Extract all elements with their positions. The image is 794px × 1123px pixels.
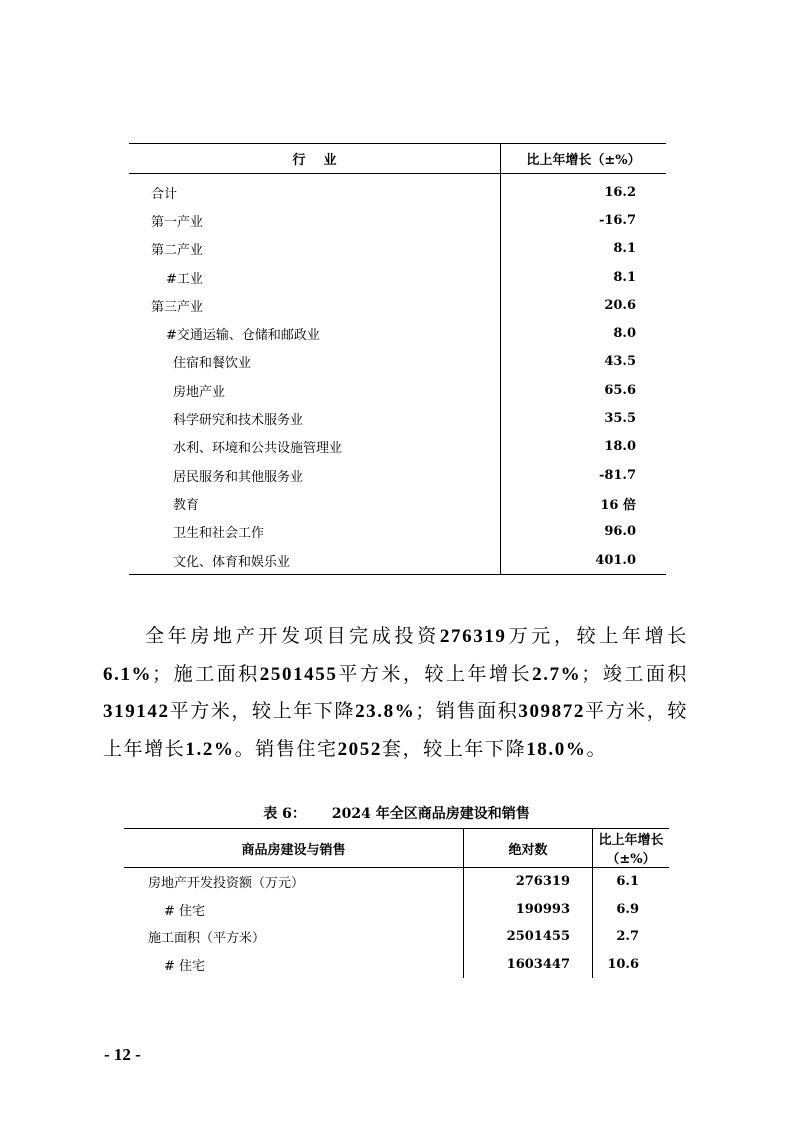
row-growth: 6.9 <box>593 896 670 924</box>
column-header-growth: 比上年增长（±%） <box>593 829 670 868</box>
table-row <box>129 174 666 207</box>
industry-growth-table <box>129 143 666 575</box>
table-row <box>129 319 666 347</box>
table-row <box>129 518 666 546</box>
column-header-item: 商品房建设与销售 <box>124 829 464 868</box>
row-label: 教育 <box>173 497 200 513</box>
row-value: 16.2 <box>501 174 667 207</box>
table-row <box>129 291 666 319</box>
table-header-row <box>124 829 669 868</box>
row-label: 居民服务和其他服务业 <box>173 469 304 485</box>
table-caption-title: 2024 年全区商品房建设和销售 <box>331 806 530 822</box>
row-label: 第二产业 <box>151 243 204 259</box>
commercial-housing-table <box>124 828 669 978</box>
table-caption <box>124 803 669 823</box>
row-label: 房地产业 <box>173 384 226 400</box>
row-growth: 2.7 <box>593 923 670 951</box>
row-value: 8.1 <box>501 235 667 263</box>
real-estate-paragraph: 全年房地产开发项目完成投资276319万元，较上年增长6.1%；施工面积2501455平方米，较上年增长2.7%；竣工面积319142平方米，较上年下降23.8%；销售面积309872平方米，较上年增长1.2%。销售住宅2052套，较上年下降18.0%。 <box>103 625 688 760</box>
row-value: -81.7 <box>501 461 667 489</box>
row-label: 第一产业 <box>151 214 204 230</box>
table-caption-label: 表 6： <box>263 806 306 822</box>
table-row <box>124 896 669 924</box>
column-header-absolute: 绝对数 <box>464 829 593 868</box>
table-row <box>129 546 666 575</box>
table-row <box>124 923 669 951</box>
row-label: 科学研究和技术服务业 <box>173 413 304 429</box>
row-label: 文化、体育和娱乐业 <box>129 546 501 575</box>
row-value: 65.6 <box>501 376 667 404</box>
column-header-growth: 比上年增长（±%） <box>501 144 667 174</box>
row-absolute: 2501455 <box>464 923 593 951</box>
row-value: 8.0 <box>501 319 667 347</box>
table-row <box>129 348 666 376</box>
row-value: 8.1 <box>501 263 667 291</box>
row-value: 16 倍 <box>501 489 667 517</box>
table-header-row <box>129 144 666 174</box>
row-label: #工业 <box>166 271 203 287</box>
row-label: #交通运输、仓储和邮政业 <box>166 328 320 344</box>
table-row <box>129 404 666 432</box>
table-row <box>129 376 666 404</box>
table-row <box>129 489 666 517</box>
table-row <box>124 951 669 979</box>
row-growth: 6.1 <box>593 868 670 896</box>
row-label: 施工面积（平方米） <box>148 931 266 947</box>
row-value: 401.0 <box>501 546 667 575</box>
table-row <box>129 263 666 291</box>
row-label: # 住宅 <box>164 958 206 974</box>
row-value: 43.5 <box>501 348 667 376</box>
row-label: 卫生和社会工作 <box>173 526 265 542</box>
row-value: 20.6 <box>501 291 667 319</box>
column-header-industry: 行业 <box>129 144 501 174</box>
row-absolute: 276319 <box>464 868 593 896</box>
row-label: 房地产开发投资额（万元） <box>148 876 305 892</box>
row-label: 第三产业 <box>151 299 204 315</box>
row-label: 水利、环境和公共设施管理业 <box>173 441 343 457</box>
row-value: -16.7 <box>501 206 667 234</box>
row-absolute: 190993 <box>464 896 593 924</box>
table-row <box>129 461 666 489</box>
table-row <box>124 868 669 896</box>
row-label: 住宿和餐饮业 <box>173 356 252 372</box>
row-value: 96.0 <box>501 518 667 546</box>
row-absolute: 1603447 <box>464 951 593 979</box>
row-growth: 10.6 <box>593 951 670 979</box>
row-value: 35.5 <box>501 404 667 432</box>
page-number: - 12 - <box>104 1045 141 1064</box>
table-row <box>129 433 666 461</box>
row-label: 合计 <box>151 186 178 202</box>
table-row <box>129 206 666 234</box>
table-row <box>129 235 666 263</box>
row-label: # 住宅 <box>164 903 206 919</box>
row-value: 18.0 <box>501 433 667 461</box>
